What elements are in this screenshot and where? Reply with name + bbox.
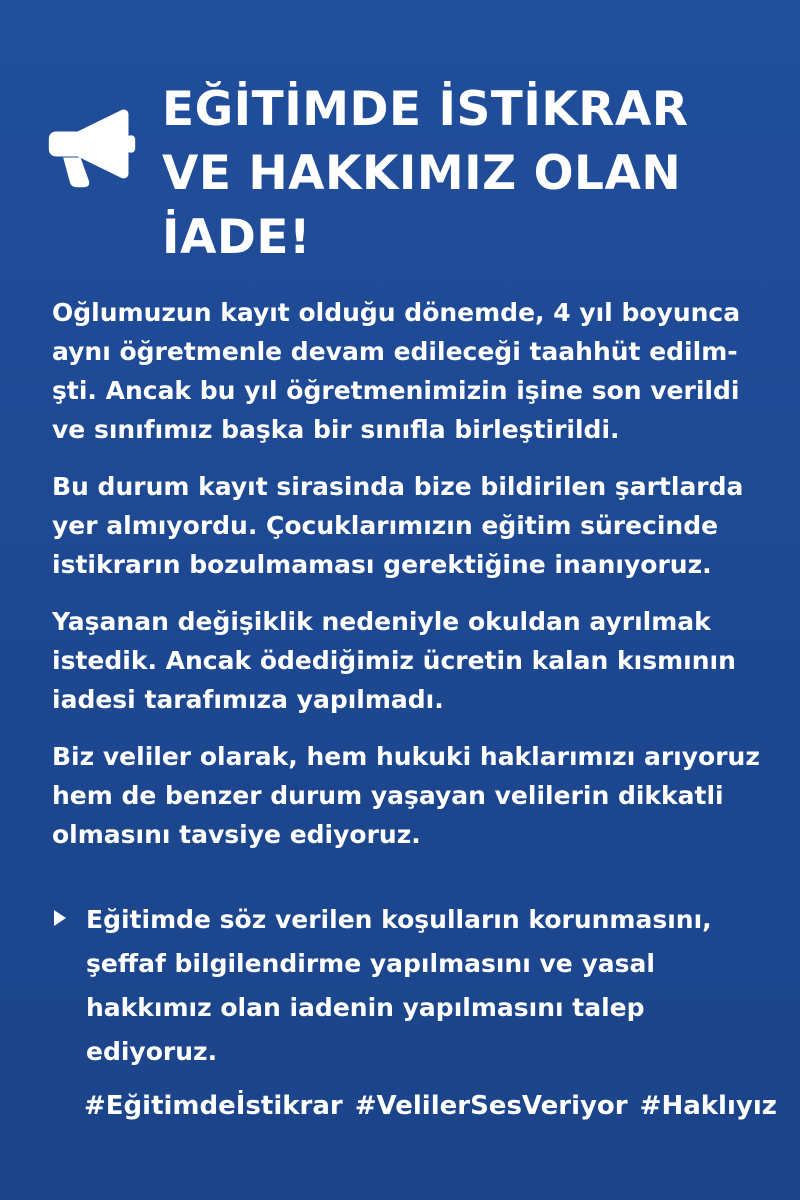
header xyxy=(44,78,764,278)
paragraph-line: ve sınıfımız başka bir sınıfla birleştirildi. xyxy=(52,415,620,444)
title-line: VE HAKKIMIZ OLAN xyxy=(162,146,682,201)
paragraph-refund xyxy=(52,602,766,719)
hashtags: #Eğitimdeİstikrar #VelilerSesVeriyor #Haklıyız xyxy=(84,1091,777,1121)
paragraph-line: Oğlumuzun kayıt olduğu dönemde, 4 yıl boyunca xyxy=(52,298,741,327)
title-line: EĞİTİMDE İSTİKRAR xyxy=(162,82,689,137)
chevron-right-icon xyxy=(52,908,68,928)
demand-line: ediyoruz. xyxy=(86,1037,218,1066)
paragraph-line: Bu durum kayıt sirasinda bize bildirilen şartlarda xyxy=(52,472,744,501)
paragraph-enrollment-promise xyxy=(52,293,766,449)
paragraph-line: Biz veliler olarak, hem hukuki haklarımızı arıyoruz xyxy=(52,742,760,771)
demand-line: hakkımız olan iadenin yapılmasını talep xyxy=(86,993,645,1022)
demand-callout xyxy=(52,898,766,1073)
message-body xyxy=(52,293,766,872)
paragraph-line: iadesi tarafımıza yapılmadı. xyxy=(52,685,444,714)
paragraph-line: istedik. Ancak ödediğimiz ücretin kalan kısmının xyxy=(52,646,736,675)
paragraph-line: şti. Ancak bu yıl öğretmenimizin işine son verildi xyxy=(52,376,740,405)
paragraph-parents xyxy=(52,737,766,854)
page-title xyxy=(162,78,762,270)
demand-line: Eğitimde söz verilen koşulların korunmasını, xyxy=(86,905,712,934)
paragraph-line: olmasını tavsiye ediyoruz. xyxy=(52,820,421,849)
paragraph-line: Yaşanan değişiklik nedeniyle okuldan ayrılmak xyxy=(52,607,711,636)
demand-text xyxy=(86,898,766,1074)
megaphone-icon xyxy=(44,96,140,192)
title-line: İADE! xyxy=(162,210,311,265)
paragraph-line: aynı öğretmenle devam edileceği taahhüt edilm- xyxy=(52,337,738,366)
demand-line: şeffaf bilgilendirme yapılmasını ve yasal xyxy=(86,949,655,978)
paragraph-conditions xyxy=(52,467,766,584)
paragraph-line: hem de benzer durum yaşayan velilerin dikkatli xyxy=(52,781,724,810)
paragraph-line: istikrarın bozulmaması gerektiğine inanıyoruz. xyxy=(52,550,712,579)
paragraph-line: yer almıyordu. Çocuklarımızın eğitim sürecinde xyxy=(52,511,719,540)
